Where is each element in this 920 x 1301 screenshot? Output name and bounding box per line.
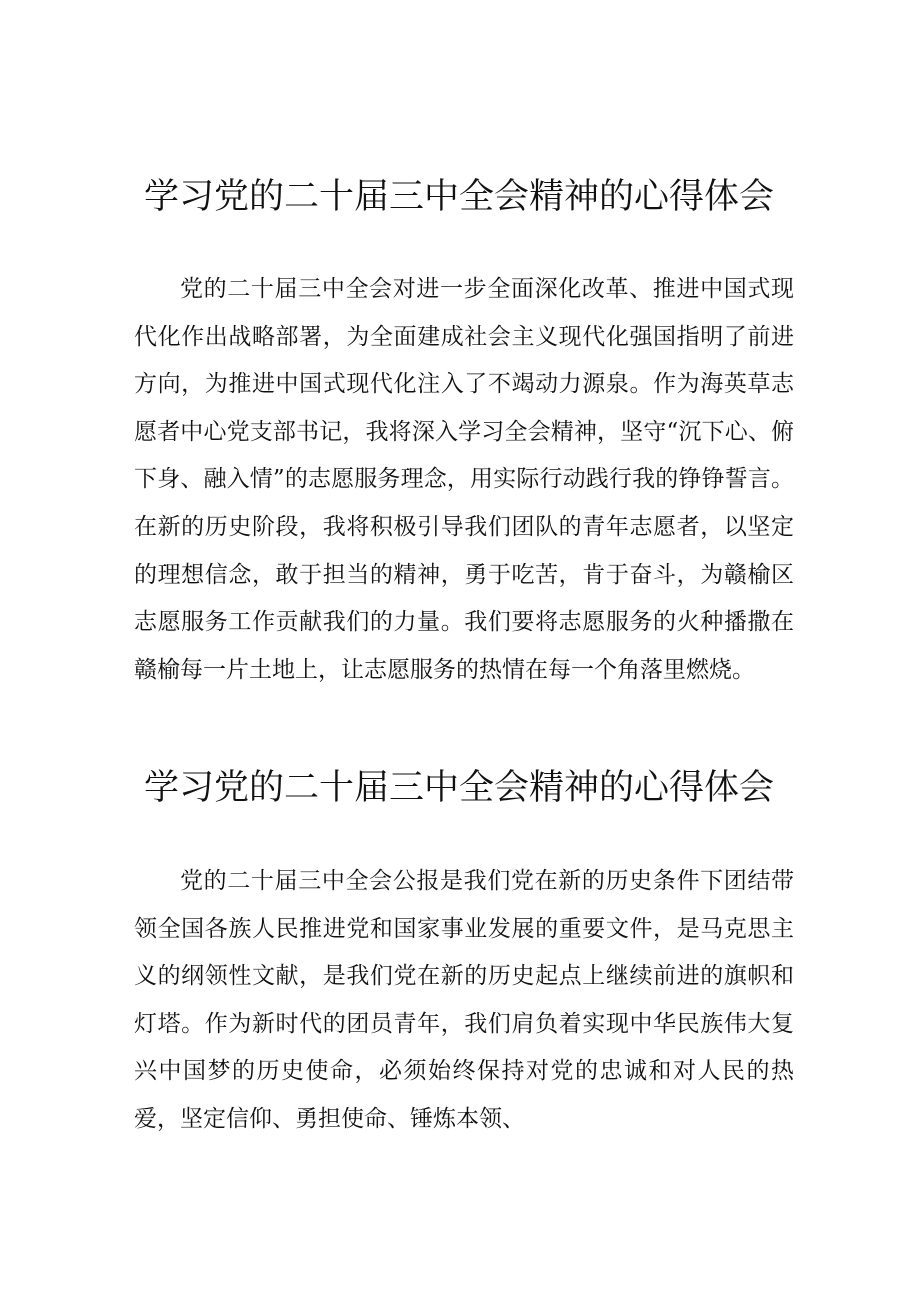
section-title: 学习党的二十届三中全会精神的心得体会 — [144, 177, 775, 217]
section-title: 学习党的二十届三中全会精神的心得体会 — [144, 768, 775, 808]
section-paragraph: 党的二十届三中全会公报是我们党在新的历史条件下团结带领全国各族人民推进党和国家事业发展的重要文件，是马克思主义的纲领性文献，是我们党在新的历史起点上继续前进的旗帜和灯塔。作为新时代的团员青年，我们肩负着实现中华民族伟大复兴中国梦的历史使命，必须始终保持对党的忠诚和对人民的热爱，坚定信仰、勇担使命、锤炼本领、 — [134, 868, 794, 1132]
section-paragraph: 党的二十届三中全会对进一步全面深化改革、推进中国式现代化作出战略部署，为全面建成社会主义现代化强国指明了前进方向，为推进中国式现代化注入了不竭动力源泉。作为海英草志愿者中心党支部书记，我将深入学习全会精神，坚守“沉下心、俯下身、融入情”的志愿服务理念，用实际行动践行我的铮铮誓言。在新的历史阶段，我将积极引导我们团队的青年志愿者，以坚定的理想信念，敢于担当的精神，勇于吃苦，肯于奋斗，为赣榆区志愿服务工作贡献我们的力量。我们要将志愿服务的火种播撒在赣榆每一片土地上，让志愿服务的热情在每一个角落里燃烧。 — [134, 276, 794, 683]
